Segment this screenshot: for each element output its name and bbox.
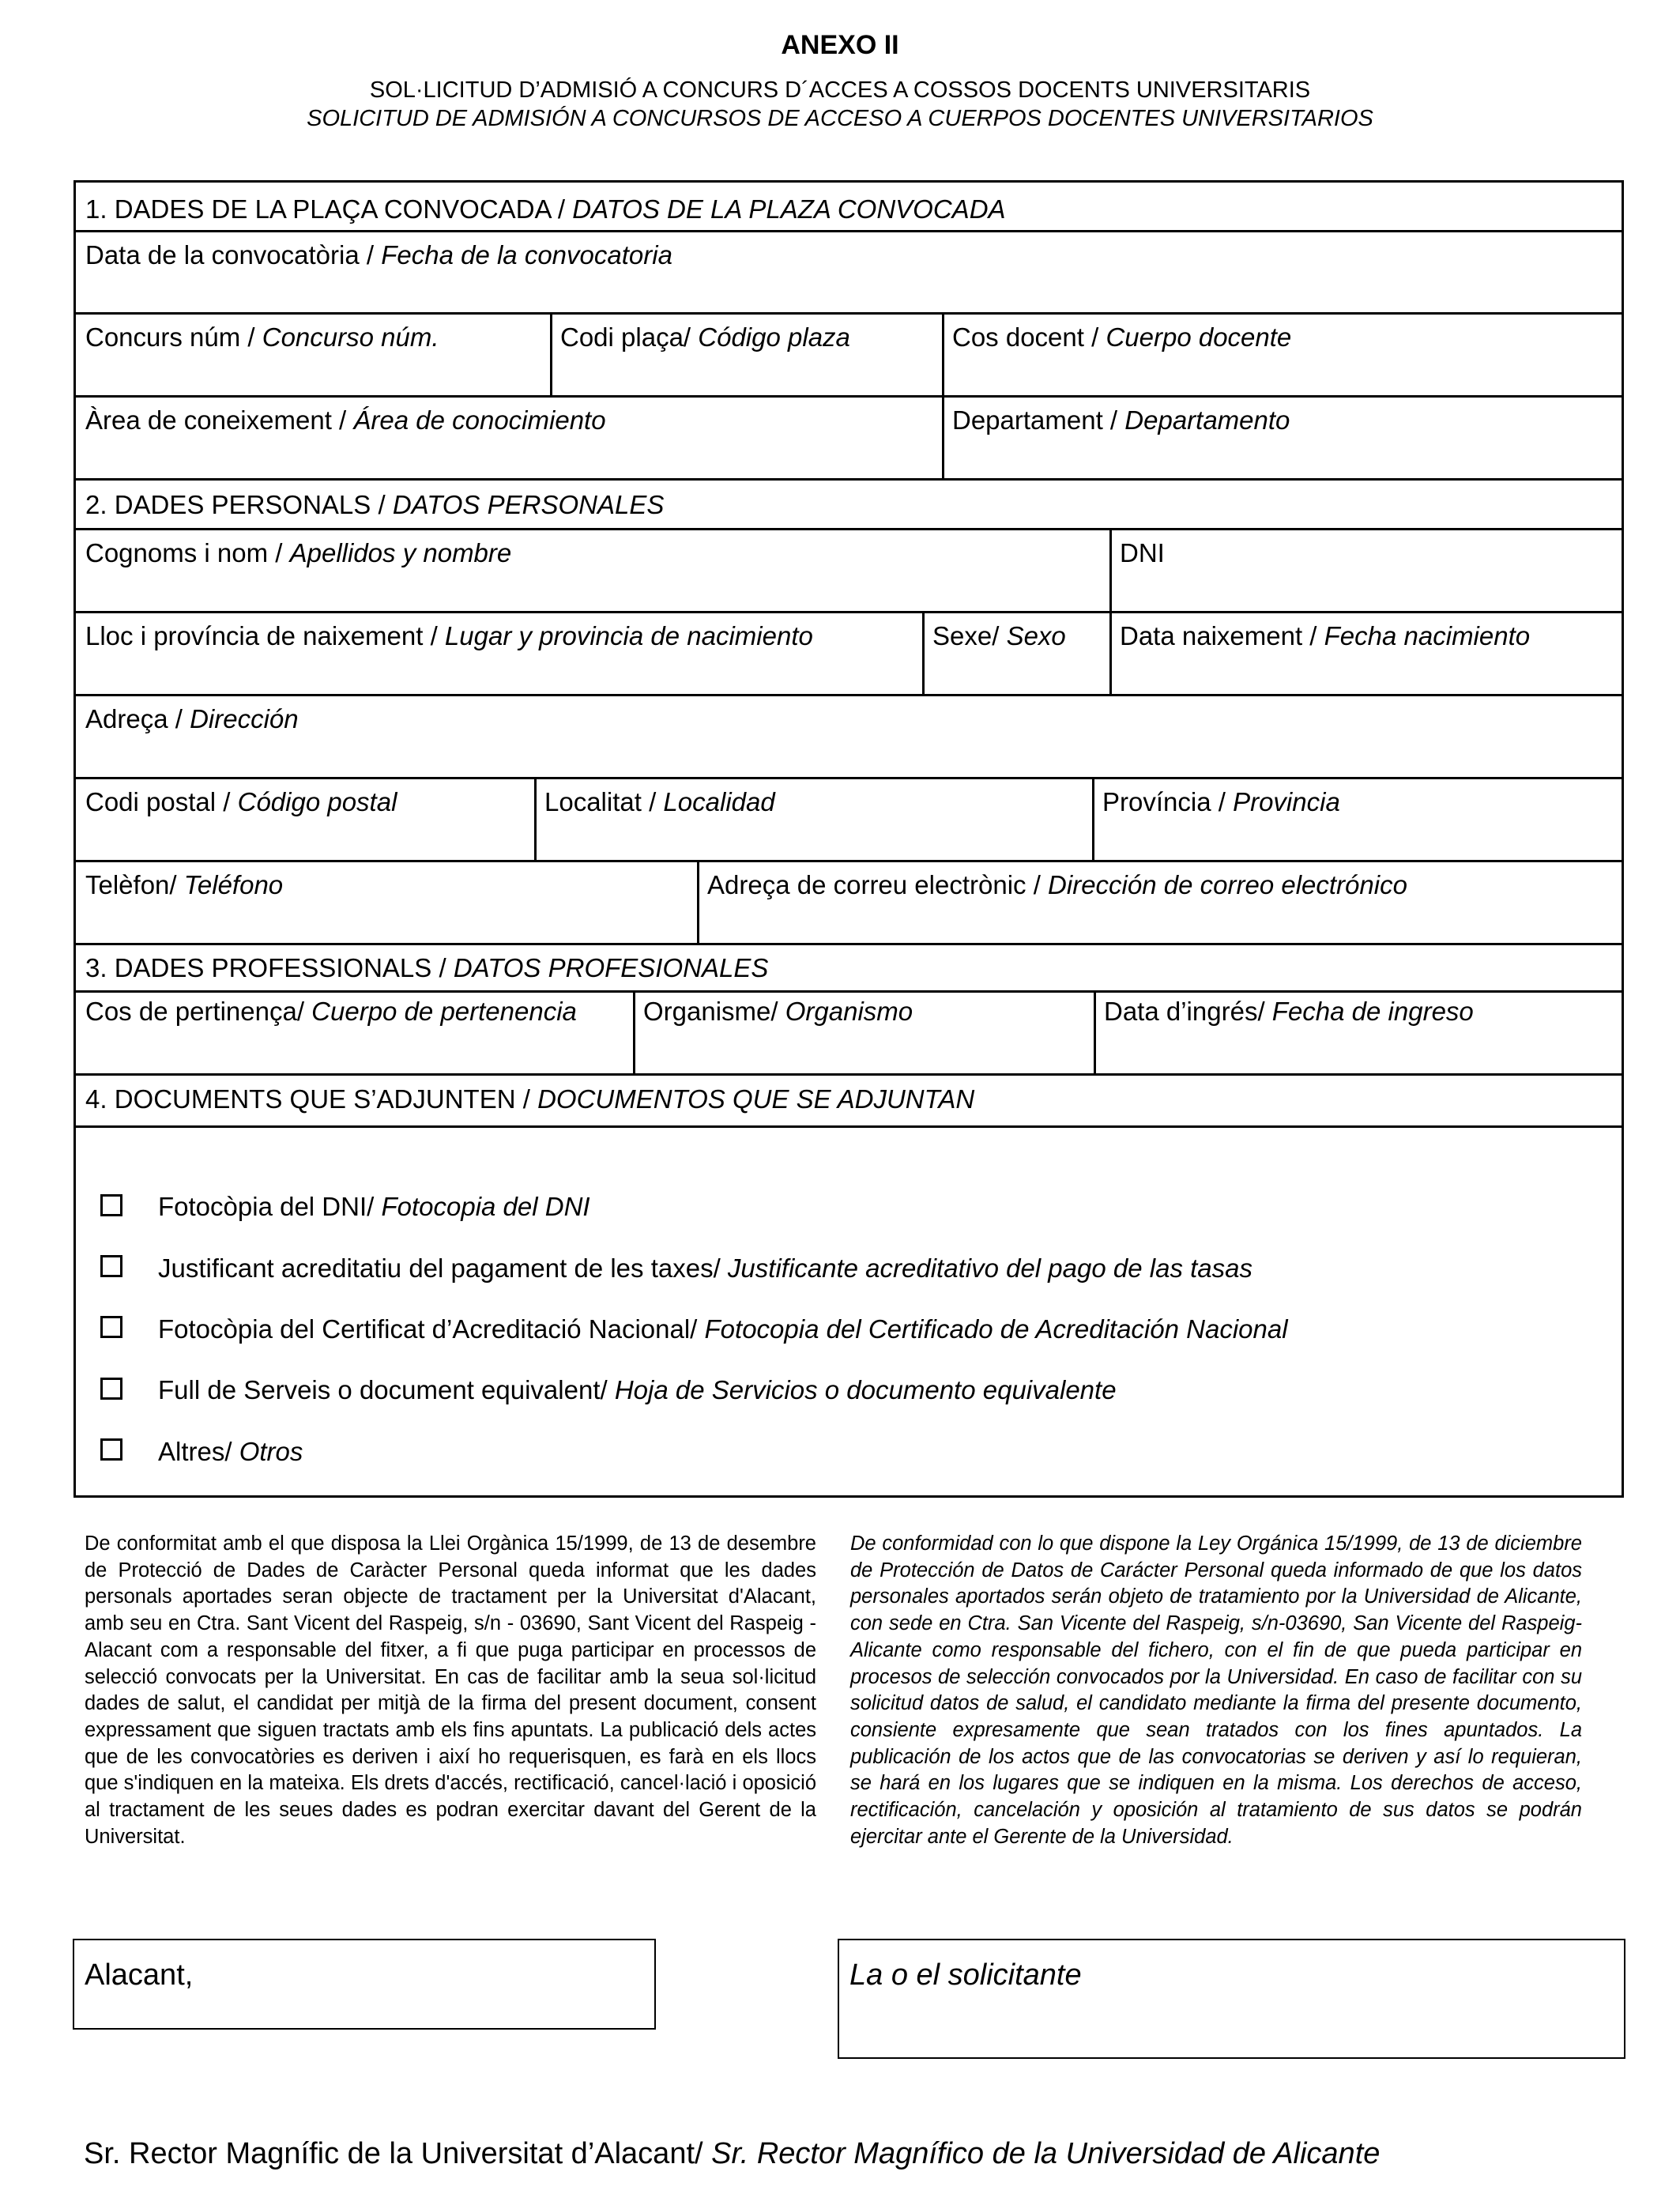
field-sexo[interactable]: Sexe/ Sexo [932, 621, 1066, 650]
column-divider [1109, 528, 1112, 694]
divider [76, 230, 1622, 232]
field-apellidos-nombre[interactable]: Cognoms i nom / Apellidos y nombre [85, 538, 512, 567]
field-telefono[interactable]: Telèfon/ Teléfono [85, 870, 284, 899]
divider [76, 694, 1622, 696]
section-1-title: 1. DADES DE LA PLAÇA CONVOCADA / DATOS DE LA PLAZA CONVOCADA [85, 194, 1006, 224]
column-divider [697, 860, 699, 943]
divider [76, 943, 1622, 945]
field-cuerpo-pertenencia[interactable]: Cos de pertinença/ Cuerpo de pertenencia [85, 997, 577, 1026]
section-3-title: 3. DADES PROFESSIONALS / DATOS PROFESIONALES [85, 953, 769, 982]
divider [76, 1125, 1622, 1128]
field-lugar-nacimiento[interactable]: Lloc i província de naixement / Lugar y provincia de nacimiento [85, 621, 813, 650]
divider [76, 312, 1622, 315]
field-fecha-ingreso[interactable]: Data d’ingrés/ Fecha de ingreso [1104, 997, 1474, 1026]
divider [76, 860, 1622, 862]
field-codigo-plaza[interactable]: Codi plaça/ Código plaza [560, 322, 850, 352]
subtitle-catalan: SOL·LICITUD D’ADMISIÓ A CONCURS D´ACCES A COSSOS DOCENTS UNIVERSITARIS [369, 77, 1311, 103]
legal-notice-spanish: De conformidad con lo que dispone la Ley Orgánica 15/1999, de 13 de diciembre de Protección de Datos de Carácter Personal queda informado de que los datos personales aportados serán objeto de tratamiento por la Universidad de Alicante, con sede en Ctra. San Vicente del Raspeig, s/n-03690, San Vicente del Raspeig-Alicante como responsable del fichero, con el fin de que pueda participar en procesos de selección convocados por la Universidad. En caso de facilitar con su solicitud datos de salud, el candidato mediante la firma del presente documento, consiente expresamente que sean tratados con los fines apuntados. La publicación de los actos que de las convocatorias se deriven y así lo requieran, se hará en los lugares que se indiquen en la misma. Los derechos de acceso, rectificación, cancelación y oposición al tratamiento de sus datos se podrán ejercitar ante el Gerente de la Universidad. [850, 1532, 1582, 1848]
column-divider [942, 312, 944, 478]
field-codigo-postal[interactable]: Codi postal / Código postal [85, 787, 397, 816]
checkbox-label: Justificant acreditatiu del pagament de les taxes/ Justificante acreditativo del pago de las tasas [158, 1253, 1252, 1283]
checkbox-label: Full de Serveis o document equivalent/ Hoja de Servicios o documento equivalente [158, 1375, 1117, 1404]
column-divider [633, 990, 635, 1073]
column-divider [534, 777, 537, 860]
field-cuerpo-docente[interactable]: Cos docent / Cuerpo docente [952, 322, 1292, 352]
divider [76, 777, 1622, 779]
application-form [73, 180, 1624, 1498]
section-2-title: 2. DADES PERSONALS / DATOS PERSONALES [85, 490, 665, 519]
field-concurso[interactable]: Concurs núm / Concurso núm. [85, 322, 439, 352]
checkbox-label: Fotocòpia del Certificat d’Acreditació Nacional/ Fotocopia del Certificado de Acreditación Nacional [158, 1314, 1288, 1344]
field-provincia[interactable]: Província / Provincia [1102, 787, 1340, 816]
column-divider [1094, 990, 1096, 1073]
checkbox-dni[interactable] [100, 1194, 122, 1216]
column-divider [550, 312, 552, 395]
checkbox-tasas[interactable] [100, 1255, 122, 1277]
field-dni[interactable]: DNI [1120, 538, 1165, 567]
divider [76, 1073, 1622, 1076]
field-fecha-nacimiento[interactable]: Data naixement / Fecha nacimiento [1120, 621, 1531, 650]
legal-notice-catalan: De conformitat amb el que disposa la Llei Orgànica 15/1999, de 13 de desembre de Protecció de Dades de Caràcter Personal queda informat que les dades personals aportades seran objecte de tractament per la Universitat d'Alacant, amb seu en Ctra. Sant Vicent del Raspeig, s/n - 03690, Sant Vicent del Raspeig - Alacant com a responsable del fitxer, a fi que puga participar en processos de selecció convocats per la Universitat. En cas de facilitar amb la seua sol·licitud dades de salut, el candidat per mitjà de la firma del present document, consent expressament que siguen tractats amb els fins apuntats. La publicació dels actes que de les convocatòries es deriven i així ho requerisquen, es farà en els llocs que s'indiquen en la mateixa. Els drets d'accés, rectificació, cancel·lació i oposició al tractament de les seues dades es podran exercitar davant del Gerent de la Universitat. [85, 1532, 816, 1848]
checkbox-otros[interactable] [100, 1438, 122, 1461]
column-divider [1092, 777, 1094, 860]
subtitle-spanish: SOLICITUD DE ADMISIÓN A CONCURSOS DE ACCESO A CUERPOS DOCENTES UNIVERSITARIOS [307, 106, 1373, 131]
field-departamento[interactable]: Departament / Departamento [952, 405, 1290, 435]
divider [76, 395, 1622, 398]
column-divider [922, 611, 925, 694]
field-area-conocimiento[interactable]: Àrea de coneixement / Área de conocimiento [85, 405, 606, 435]
field-localidad[interactable]: Localitat / Localidad [544, 787, 775, 816]
checkbox-label: Altres/ Otros [158, 1437, 303, 1466]
divider [76, 528, 1622, 530]
field-direccion[interactable]: Adreça / Dirección [85, 704, 299, 733]
divider [76, 611, 1622, 613]
divider [76, 990, 1622, 993]
checkbox-acreditacion[interactable] [100, 1316, 122, 1338]
checkbox-label: Fotocòpia del DNI/ Fotocopia del DNI [158, 1192, 590, 1221]
page-title: ANEXO II [781, 30, 899, 60]
field-organismo[interactable]: Organisme/ Organismo [643, 997, 913, 1026]
checkbox-hoja-servicios[interactable] [100, 1378, 122, 1400]
place-label: Alacant, [85, 1958, 194, 1992]
addressee: Sr. Rector Magnífic de la Universitat d’Alacant/ Sr. Rector Magnífico de la Universidad de Alicante [84, 2137, 1381, 2170]
divider [76, 478, 1622, 481]
applicant-signature-box[interactable] [838, 1939, 1625, 2059]
section-4-title: 4. DOCUMENTS QUE S’ADJUNTEN / DOCUMENTOS QUE SE ADJUNTAN [85, 1084, 975, 1114]
applicant-label: La o el solicitante [849, 1958, 1082, 1992]
field-email[interactable]: Adreça de correu electrònic / Dirección de correo electrónico [707, 870, 1407, 899]
field-fecha-convocatoria[interactable]: Data de la convocatòria / Fecha de la convocatoria [85, 240, 672, 270]
